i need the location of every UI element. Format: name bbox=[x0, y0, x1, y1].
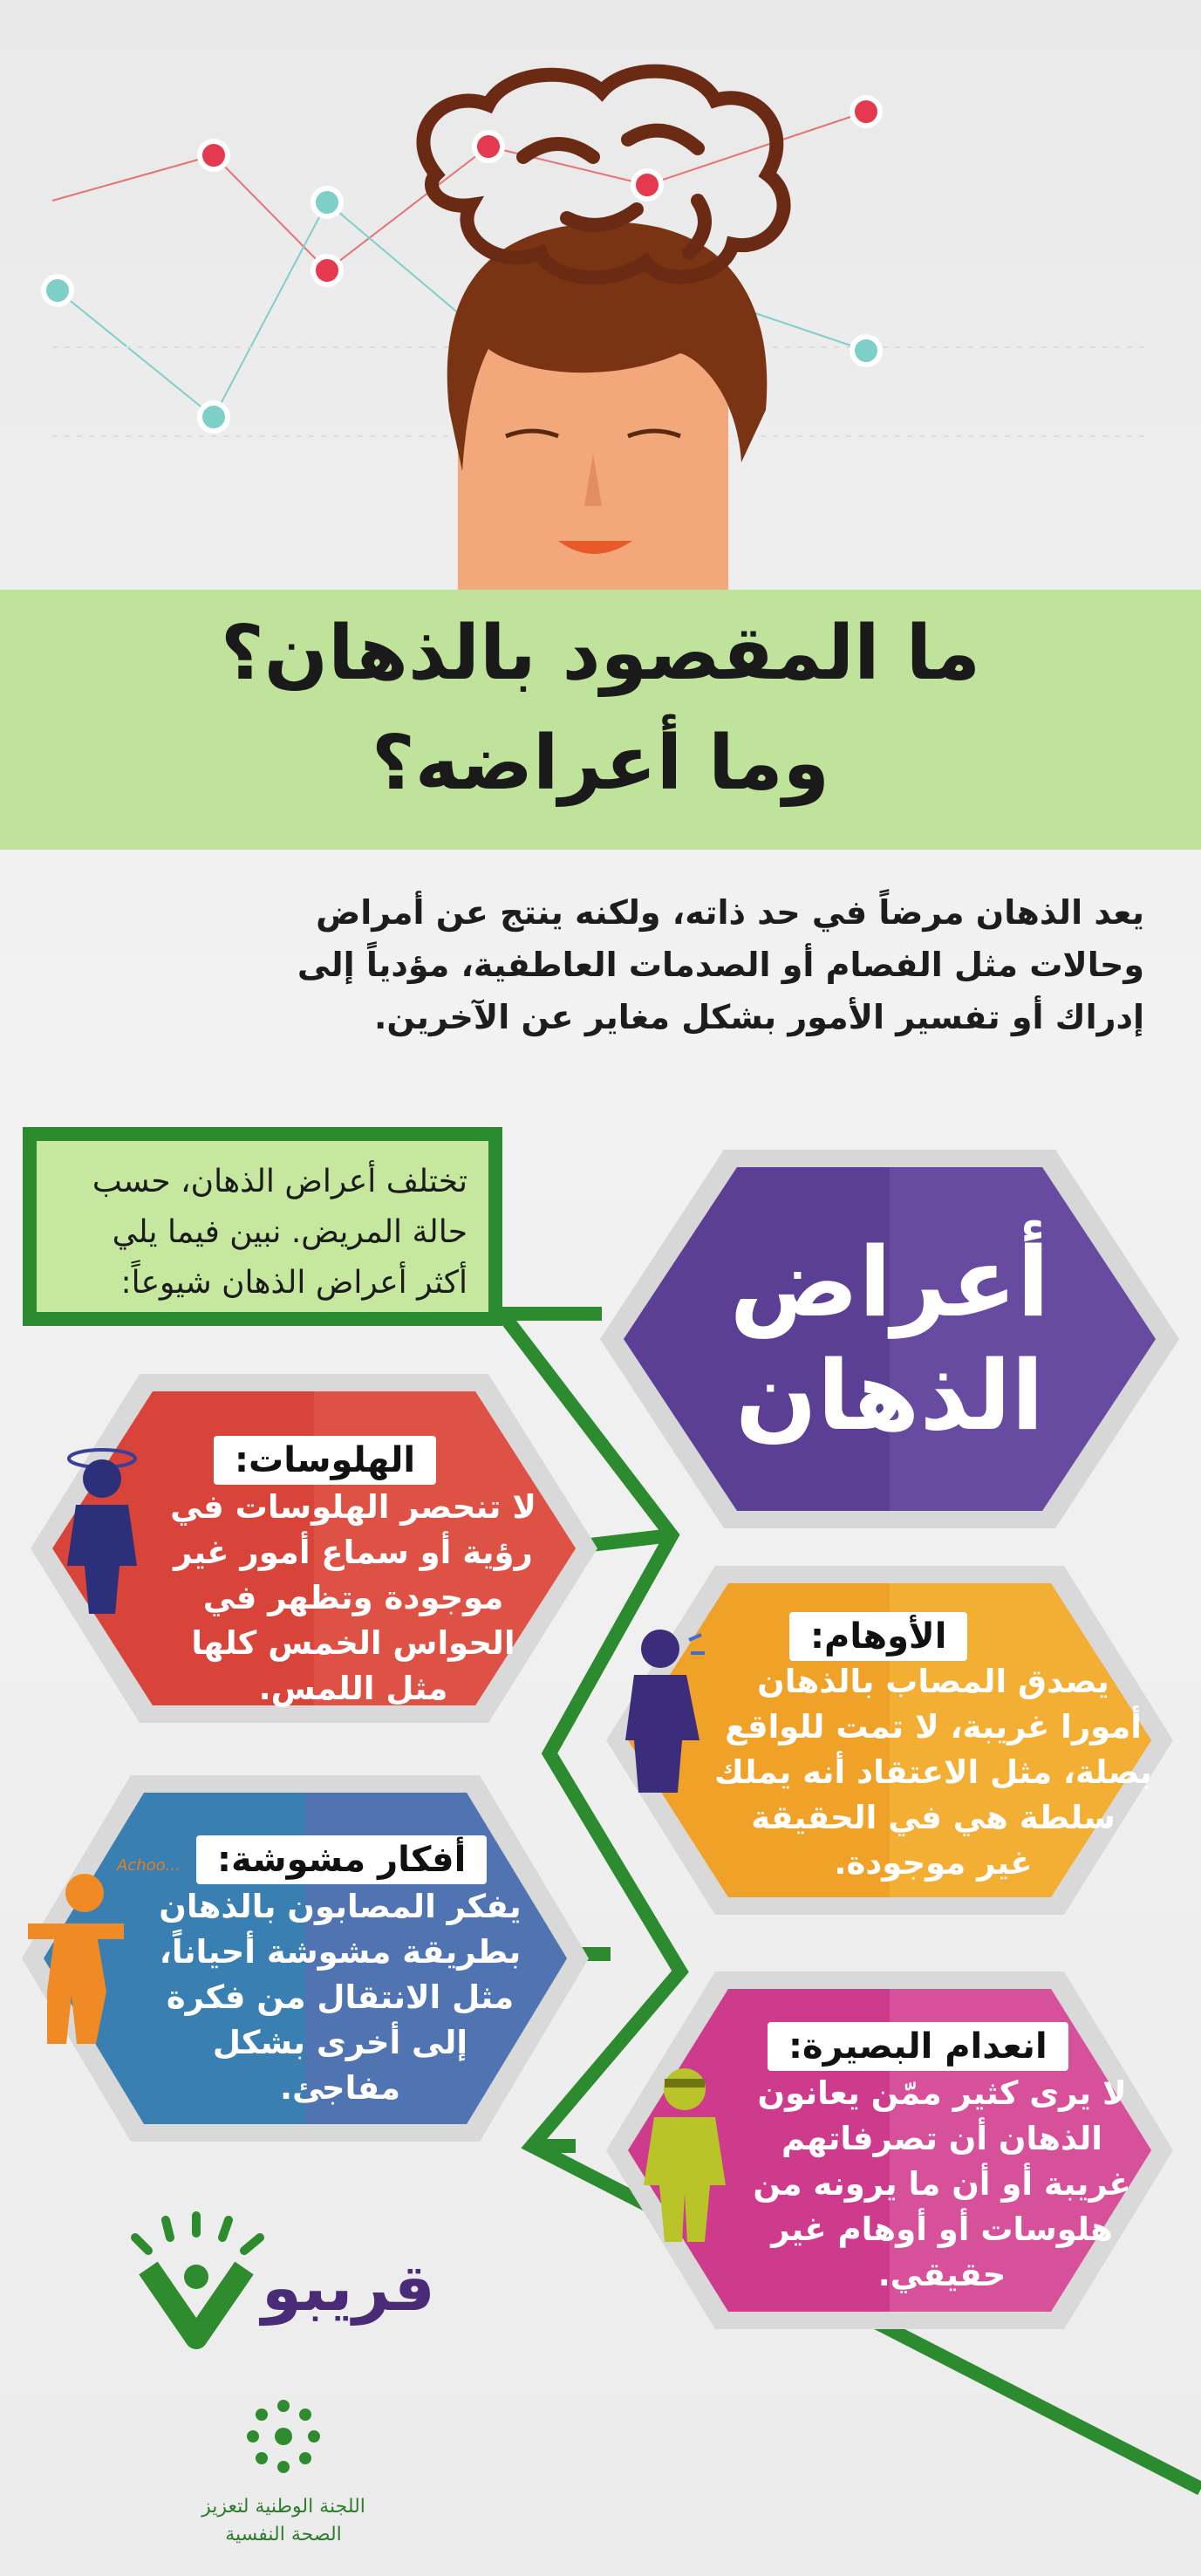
confused-thoughts-body bbox=[122, 1884, 558, 2111]
body-line: غير موجودة. bbox=[834, 1844, 1033, 1882]
sneezing-person-icon bbox=[19, 1871, 133, 2046]
org-name-line1: اللجنة الوطنية لتعزيز bbox=[201, 2496, 365, 2518]
helmet-person-icon bbox=[637, 2063, 733, 2246]
lack-of-insight-body bbox=[724, 2071, 1160, 2298]
body-line: الذهان أن تصرفاتهم bbox=[781, 2120, 1102, 2157]
body-line: مثل الانتقال من فكرة bbox=[166, 1978, 515, 2016]
dizzy-person-icon bbox=[54, 1439, 150, 1614]
delusions-body bbox=[698, 1659, 1169, 1886]
org-name-line2: الصحة النفسية bbox=[225, 2524, 342, 2545]
note-line: تختلف أعراض الذهان، حسب bbox=[92, 1164, 467, 1199]
note-text bbox=[92, 1157, 467, 1308]
body-line: رؤية أو سماع أمور غير bbox=[174, 1534, 533, 1571]
note-line: أكثر أعراض الذهان شيوعاً: bbox=[120, 1265, 467, 1301]
org-name bbox=[166, 2493, 401, 2549]
hallucinations-title: الهلوسات: bbox=[214, 1436, 436, 1485]
body-line: بطريقة مشوشة أحياناً، bbox=[159, 1933, 522, 1971]
note-line: حالة المريض. نبين فيما يلي bbox=[112, 1214, 467, 1250]
delusions-title: الأوهام: bbox=[789, 1612, 967, 1661]
body-line: لا تنحصر الهلوسات في bbox=[170, 1488, 536, 1526]
body-line: مثل اللمس. bbox=[258, 1670, 448, 1707]
intro-line: إدراك أو تفسير الأمور بشكل مغاير عن الآخرين. bbox=[374, 998, 1144, 1036]
body-line: حقيقي. bbox=[877, 2256, 1007, 2293]
note-box bbox=[23, 1127, 502, 1326]
confused-thoughts-title: أفكار مشوشة: bbox=[196, 1835, 487, 1884]
body-line: لا يرى كثير ممّن يعانون bbox=[757, 2074, 1127, 2112]
body-line: يفكر المصابون بالذهان bbox=[159, 1888, 522, 1925]
body-line: إلى أخرى بشكل bbox=[212, 2024, 468, 2061]
brand-name: قريبو bbox=[262, 2251, 435, 2326]
body-line: أمورا غريبة، لا تمت للواقع bbox=[725, 1708, 1142, 1746]
body-line: هلوسات أو أوهام غير bbox=[771, 2210, 1113, 2248]
page-title-line1: ما المقصود بالذهان؟ bbox=[220, 610, 981, 697]
body-line: غريبة أو أن ما يرونه من bbox=[753, 2165, 1131, 2203]
sneeze-caption: Achoo... bbox=[117, 1856, 181, 1875]
body-line: سلطة هي في الحقيقة bbox=[751, 1799, 1116, 1836]
body-line: يصدق المصاب بالذهان bbox=[757, 1663, 1109, 1700]
symptoms-title-line1: أعراض bbox=[729, 1227, 1050, 1338]
brand-logo-mark bbox=[131, 2216, 279, 2347]
lack-of-insight-title: انعدام البصيرة: bbox=[768, 2022, 1068, 2071]
org-logo-mark bbox=[244, 2397, 323, 2476]
symptoms-title-line2: الذهان bbox=[734, 1340, 1044, 1452]
page-title-line2: وما أعراضه؟ bbox=[371, 720, 830, 807]
body-line: بصلة، مثل الاعتقاد أنه يملك bbox=[714, 1753, 1152, 1791]
symptoms-title bbox=[611, 1151, 1169, 1527]
intro-line: يعد الذهان مرضاً في حد ذاته، ولكنه ينتج عن أمراض bbox=[316, 893, 1144, 932]
hallucinations-body bbox=[144, 1485, 563, 1712]
body-line: مفاجئ. bbox=[279, 2069, 401, 2107]
body-line: موجودة وتظهر في bbox=[202, 1579, 504, 1616]
body-line: الحواس الخمس كلها bbox=[191, 1624, 515, 1662]
intro-line: وحالات مثل الفصام أو الصدمات العاطفية، مؤدياً إلى bbox=[297, 946, 1144, 984]
